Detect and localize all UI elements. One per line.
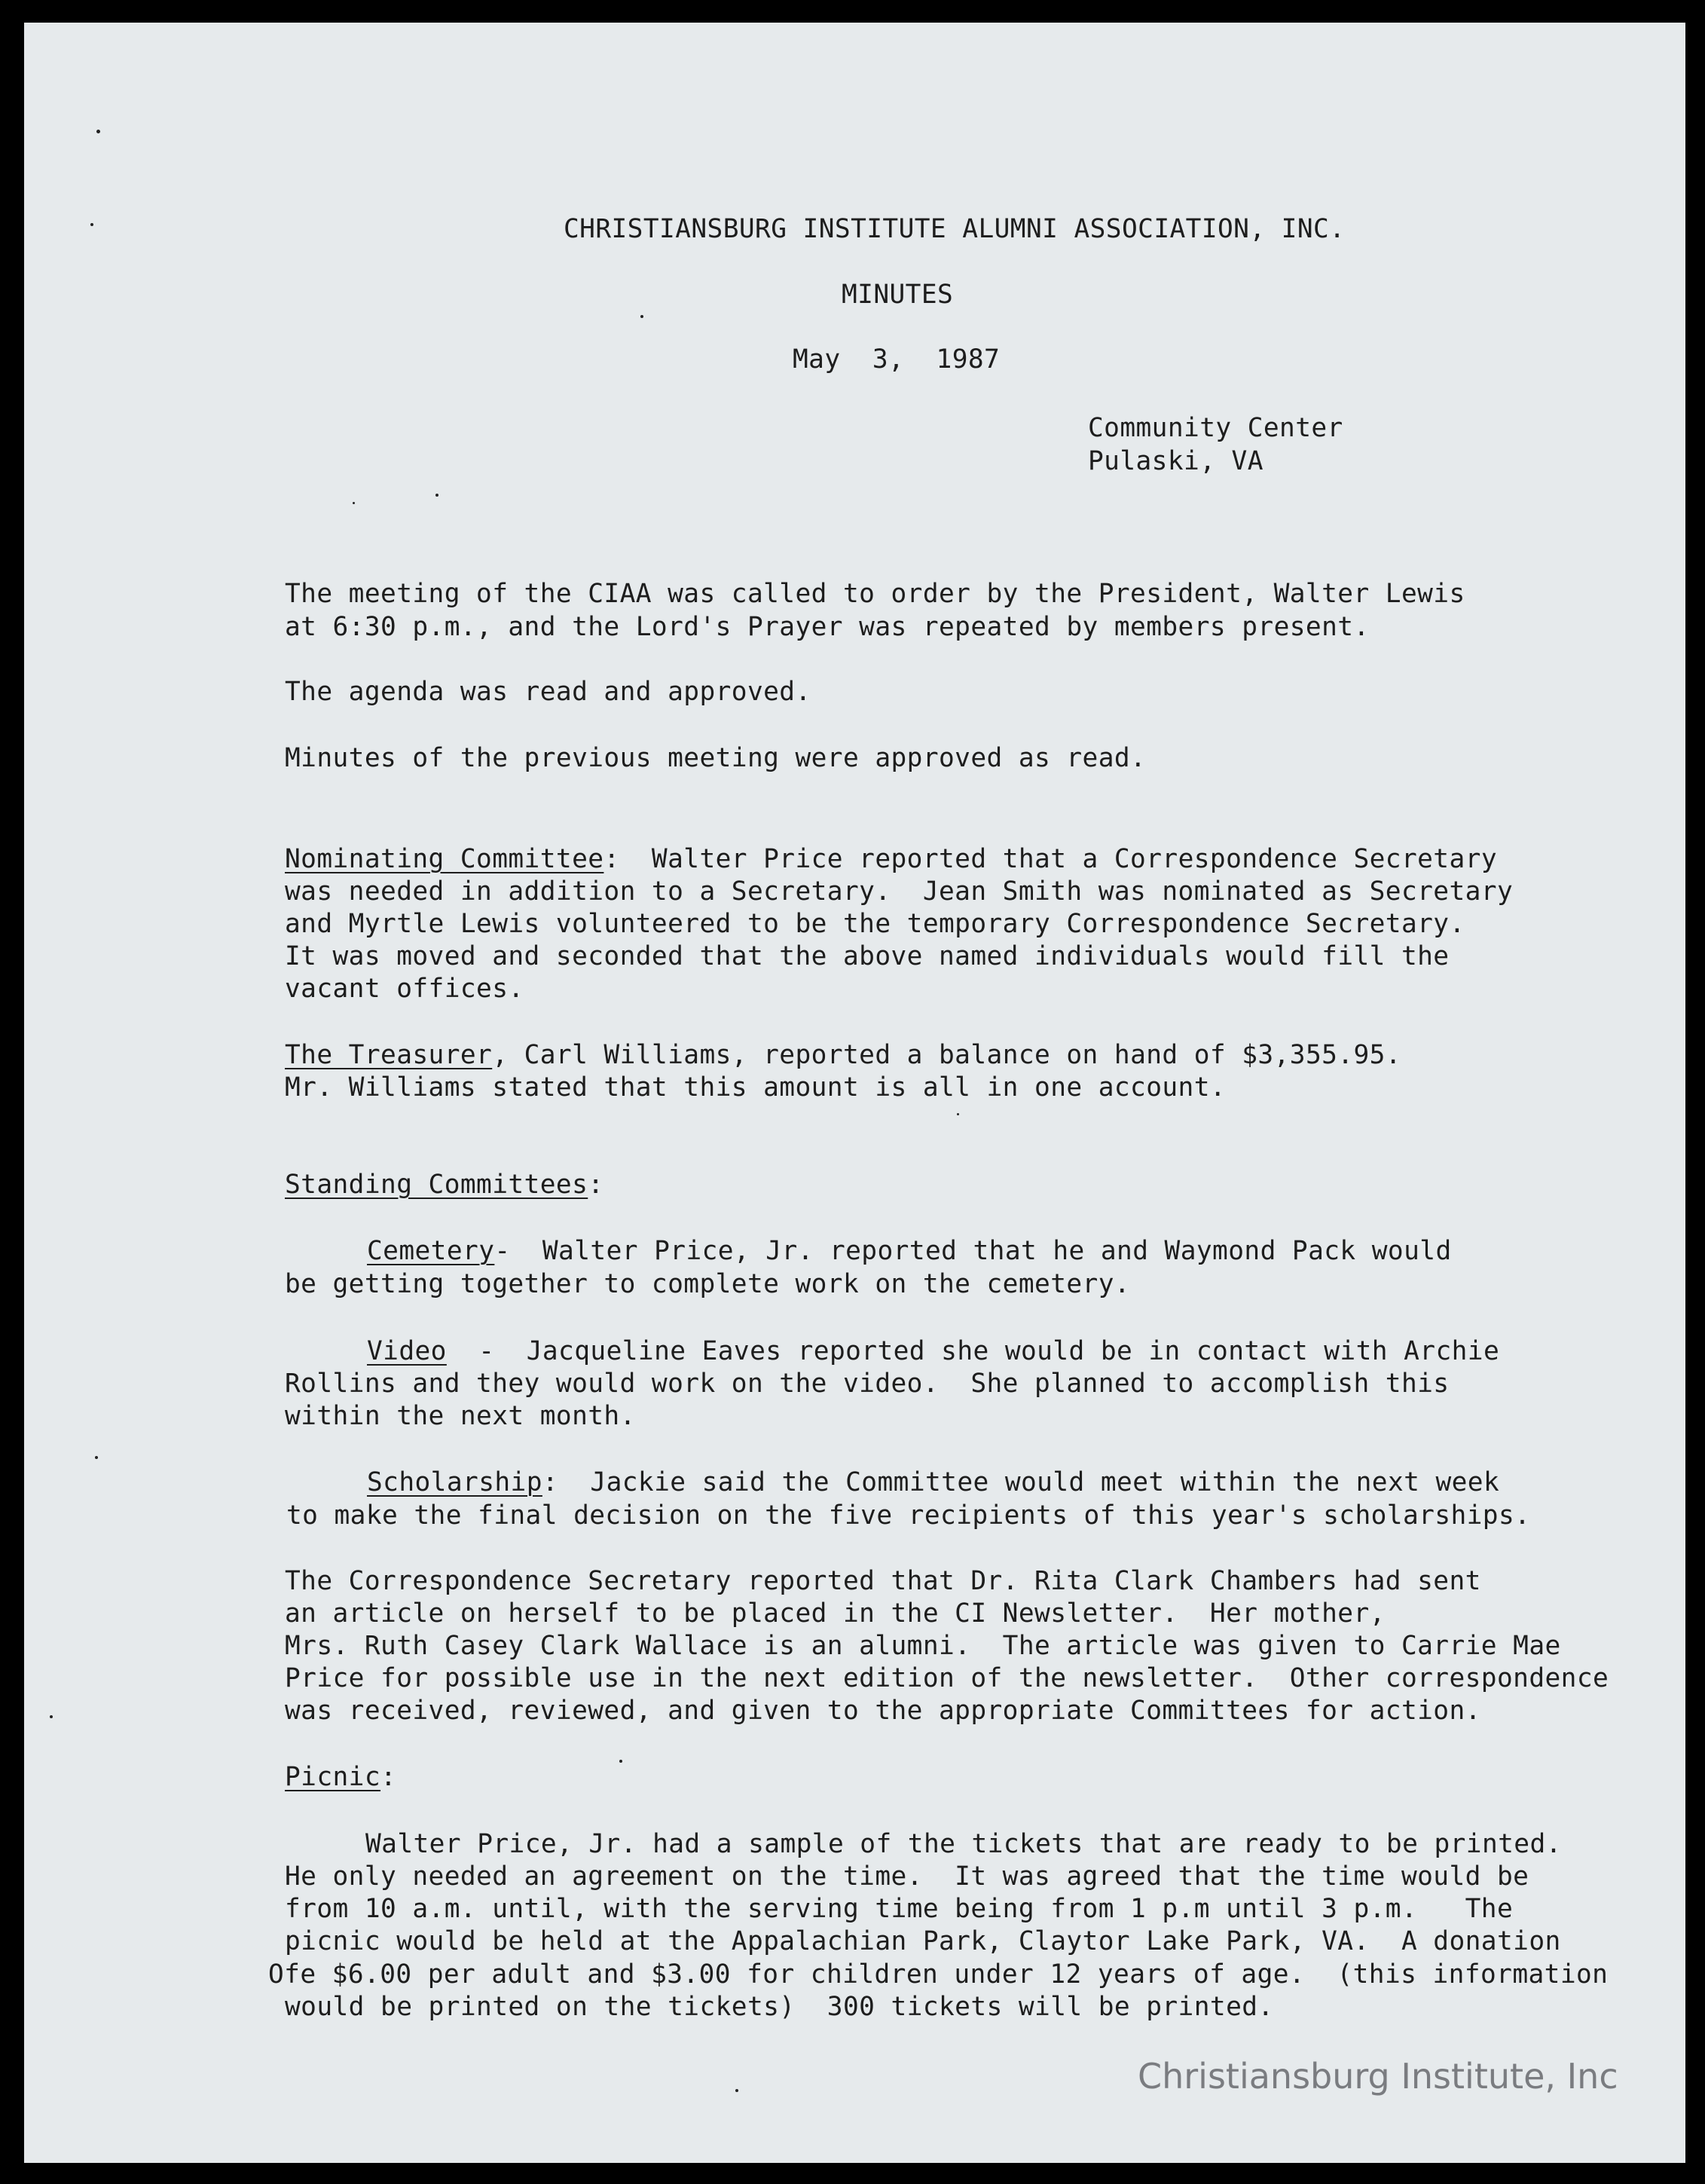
paper-speck (619, 1760, 622, 1763)
picnic-colon: : (380, 1762, 397, 1792)
watermark-text: Christiansburg Institute, Inc (1138, 2056, 1618, 2097)
paper-speck (96, 130, 100, 133)
correspondence-line-4: Price for possible use in the next edition of the newsletter. Other correspondence (285, 1663, 1609, 1693)
picnic-line-1: Walter Price, Jr. had a sample of the tickets that are ready to be printed. (365, 1829, 1562, 1859)
nominating-line-4: It was moved and seconded that the above named individuals would fill the (285, 941, 1450, 971)
video-line-2: Rollins and they would work on the video. She planned to accomplish this (285, 1369, 1450, 1399)
meeting-date: May 3, 1987 (793, 344, 1001, 375)
correspondence-line-5: was received, reviewed, and given to the appropriate Committees for action. (285, 1696, 1481, 1726)
paper-speck (50, 1715, 53, 1718)
paper-speck (353, 502, 355, 504)
paper-speck (90, 223, 93, 226)
video-line-3: within the next month. (285, 1401, 636, 1431)
paper-speck (95, 1456, 98, 1459)
cemetery-line-2: be getting together to complete work on the cemetery. (285, 1269, 1131, 1299)
paper-speck (957, 1113, 959, 1115)
scholarship-line-2: to make the final decision on the five recipients of this year's scholarships. (286, 1500, 1531, 1531)
standing-committees-heading: Standing Committees (285, 1170, 588, 1200)
nominating-heading: Nominating Committee (285, 844, 604, 874)
standing-committees-line (285, 1168, 603, 1201)
location-line-1: Community Center (1088, 413, 1343, 443)
picnic-line-5: Ofe $6.00 per adult and $3.00 for children under 12 years of age. (this information (268, 1959, 1609, 1990)
picnic-line-3: from 10 a.m. until, with the serving time being from 1 p.m until 3 p.m. The (285, 1894, 1514, 1924)
nominating-line-1-text: : Walter Price reported that a Correspondence Secretary (603, 844, 1497, 874)
correspondence-line-1: The Correspondence Secretary reported that Dr. Rita Clark Chambers had sent (285, 1566, 1481, 1596)
treasurer-line-1 (285, 1038, 1401, 1072)
standing-committees-colon: : (588, 1170, 604, 1200)
location-line-2: Pulaski, VA (1088, 446, 1263, 476)
scholarship-heading: Scholarship (367, 1467, 542, 1497)
intro-line-2: at 6:30 p.m., and the Lord's Prayer was repeated by members present. (285, 612, 1370, 642)
treasurer-heading: The Treasurer (285, 1040, 493, 1070)
cemetery-line-1 (367, 1234, 1452, 1268)
correspondence-line-2: an article on herself to be placed in the CI Newsletter. Her mother, (285, 1598, 1386, 1629)
cemetery-heading: Cemetery (367, 1236, 495, 1266)
picnic-line-2: He only needed an agreement on the time. It was agreed that the time would be (285, 1861, 1529, 1892)
picnic-line-4: picnic would be held at the Appalachian Park, Claytor Lake Park, VA. A donation (285, 1926, 1561, 1956)
video-line-1-text: - Jacqueline Eaves reported she would be in contact with Archie (446, 1336, 1500, 1366)
previous-minutes-line: Minutes of the previous meeting were approved as read. (285, 743, 1147, 773)
treasurer-line-1-text: , Carl Williams, reported a balance on hand of $3,355.95. (492, 1040, 1401, 1070)
agenda-line: The agenda was read and approved. (285, 677, 811, 707)
paper-speck (735, 2089, 738, 2092)
nominating-line-3: and Myrtle Lewis volunteered to be the temporary Correspondence Secretary. (285, 909, 1465, 939)
nominating-line-1 (285, 843, 1497, 876)
picnic-heading: Picnic (285, 1762, 381, 1792)
correspondence-line-3: Mrs. Ruth Casey Clark Wallace is an alumni. The article was given to Carrie Mae (285, 1631, 1561, 1661)
nominating-line-5: vacant offices. (285, 974, 524, 1004)
cemetery-line-1-text: - Walter Price, Jr. reported that he and Waymond Pack would (494, 1236, 1452, 1266)
scholarship-line-1 (367, 1466, 1499, 1499)
intro-line-1: The meeting of the CIAA was called to order by the President, Walter Lewis (285, 579, 1465, 609)
video-line-1 (367, 1335, 1499, 1368)
document-type: MINUTES (842, 280, 954, 310)
picnic-line-6: would be printed on the tickets) 300 tickets will be printed. (285, 1992, 1274, 2022)
paper-speck (435, 494, 438, 497)
video-heading: Video (367, 1336, 447, 1366)
organization-title: CHRISTIANSBURG INSTITUTE ALUMNI ASSOCIATION, INC. (564, 214, 1346, 244)
picnic-heading-line (285, 1760, 396, 1794)
scholarship-line-1-text: : Jackie said the Committee would meet within the next week (542, 1467, 1500, 1497)
treasurer-line-2: Mr. Williams stated that this amount is all in one account. (285, 1072, 1227, 1103)
paper-speck (640, 315, 643, 318)
nominating-line-2: was needed in addition to a Secretary. Jean Smith was nominated as Secretary (285, 876, 1514, 907)
